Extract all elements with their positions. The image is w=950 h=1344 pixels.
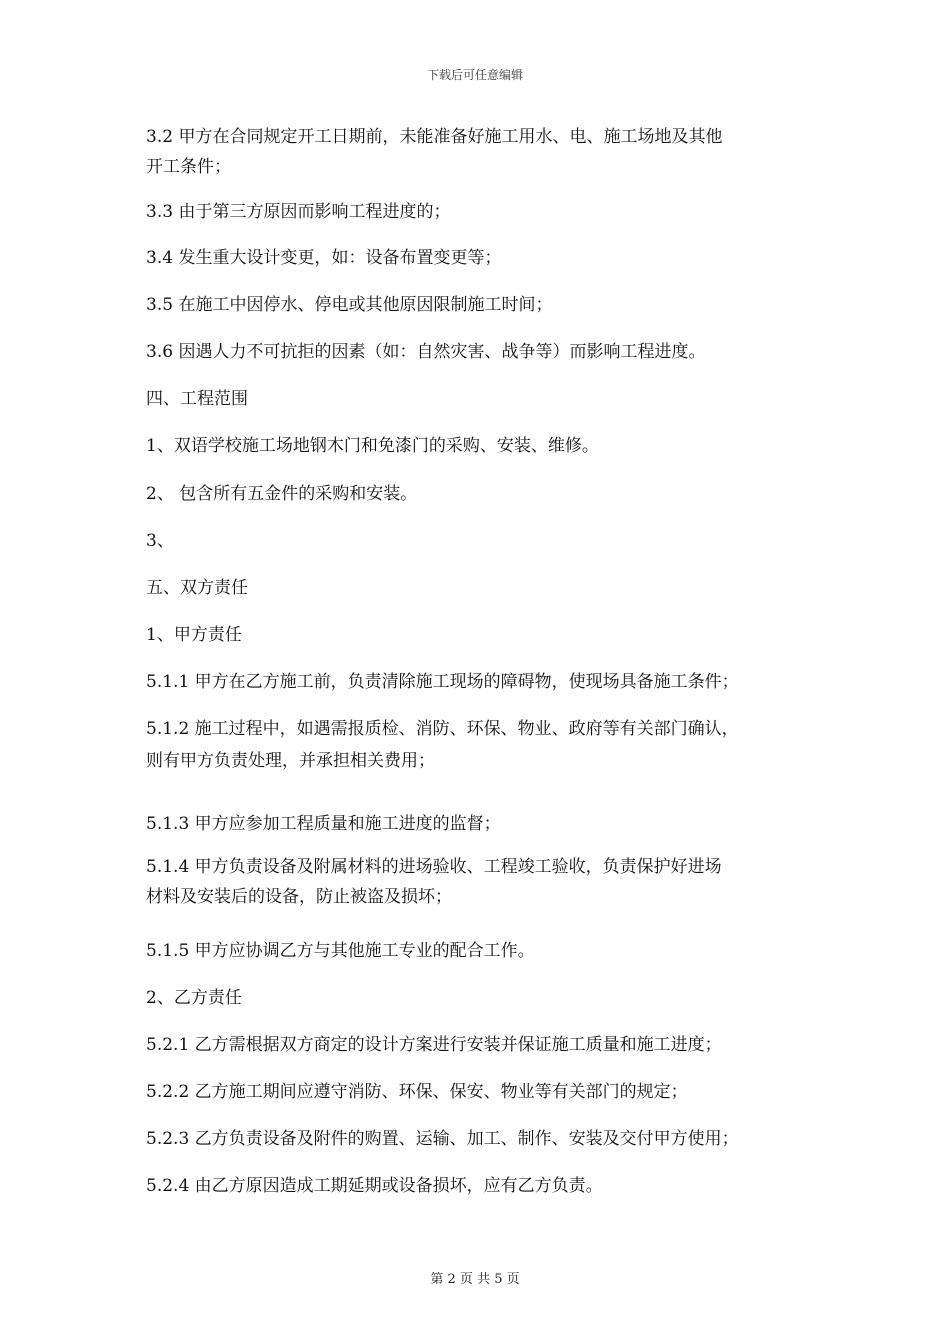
paragraph-line: 2、乙方责任: [146, 988, 242, 1008]
paragraph-5-1-4: [146, 852, 816, 912]
paragraph-5-1-1: [146, 667, 816, 697]
paragraph-3-4: [146, 243, 816, 273]
paragraph-line: 5.1.2 施工过程中，如遇需报质检、消防、环保、物业、政府等有关部门确认，: [146, 719, 739, 739]
paragraph-scope-2: [146, 479, 816, 509]
subheading-party-b: [146, 983, 816, 1013]
paragraph-line: 四、工程范围: [146, 389, 248, 409]
paragraph-3-5: [146, 290, 816, 320]
paragraph-line: 3.6 因遇人力不可抗拒的因素（如：自然灾害、战争等）而影响工程进度。: [146, 342, 706, 362]
paragraph-line: 3.5 在施工中因停水、停电或其他原因限制施工时间；: [146, 295, 553, 315]
paragraph-3-6: [146, 337, 816, 367]
paragraph-line: 5.1.5 甲方应协调乙方与其他施工专业的配合工作。: [146, 941, 535, 961]
paragraph-5-2-3: [146, 1124, 816, 1154]
paragraph-line: 1、双语学校施工场地钢木门和免漆门的采购、安装、维修。: [146, 436, 599, 456]
paragraph-line: 5.1.1 甲方在乙方施工前，负责清除施工现场的障碍物，使现场具备施工条件；: [146, 672, 739, 692]
paragraph-line: 2、 包含所有五金件的采购和安装。: [146, 484, 418, 504]
paragraph-line: 五、双方责任: [146, 578, 248, 598]
paragraph-line: 5.2.4 由乙方原因造成工期延期或设备损坏，应有乙方负责。: [146, 1176, 603, 1196]
section-heading-scope: [146, 384, 816, 414]
paragraph-line: 5.2.2 乙方施工期间应遵守消防、环保、保安、物业等有关部门的规定；: [146, 1082, 688, 1102]
paragraph-5-1-5: [146, 936, 816, 966]
section-heading-responsibilities: [146, 573, 816, 603]
paragraph-line: 3、: [146, 531, 174, 551]
page-header-note: 下载后可任意编辑: [426, 68, 523, 82]
paragraph-line: 3.4 发生重大设计变更，如：设备布置变更等；: [146, 248, 502, 268]
paragraph-line: 3.3 由于第三方原因而影响工程进度的；: [146, 202, 451, 222]
paragraph-3-2: [146, 122, 816, 182]
paragraph-3-3: [146, 197, 816, 227]
paragraph-5-2-1: [146, 1030, 816, 1060]
paragraph-line: 5.1.3 甲方应参加工程质量和施工进度的监督；: [146, 814, 501, 834]
paragraph-5-1-3: [146, 809, 816, 839]
subheading-party-a: [146, 620, 816, 650]
paragraph-scope-1: [146, 431, 816, 461]
paragraph-line: 5.2.1 乙方需根据双方商定的设计方案进行安装并保证施工质量和施工进度；: [146, 1035, 722, 1055]
paragraph-5-2-2: [146, 1077, 816, 1107]
paragraph-5-2-4: [146, 1171, 816, 1201]
paragraph-5-1-2: [146, 714, 816, 776]
paragraph-line: 5.2.3 乙方负责设备及附件的购置、运输、加工、制作、安装及交付甲方使用；: [146, 1129, 739, 1149]
paragraph-line: 5.1.4 甲方负责设备及附属材料的进场验收、工程竣工验收，负责保护好进场: [146, 857, 722, 877]
paragraph-line: 材料及安装后的设备，防止被盗及损坏；: [146, 887, 452, 907]
paragraph-line: 则有甲方负责处理，并承担相关费用；: [146, 751, 435, 771]
page-number: 第 2 页 共 5 页: [430, 1272, 520, 1287]
paragraph-line: 1、甲方责任: [146, 625, 242, 645]
paragraph-line: 开工条件；: [146, 157, 231, 177]
paragraph-scope-3: [146, 526, 816, 556]
paragraph-line: 3.2 甲方在合同规定开工日期前，未能准备好施工用水、电、施工场地及其他: [146, 127, 723, 147]
